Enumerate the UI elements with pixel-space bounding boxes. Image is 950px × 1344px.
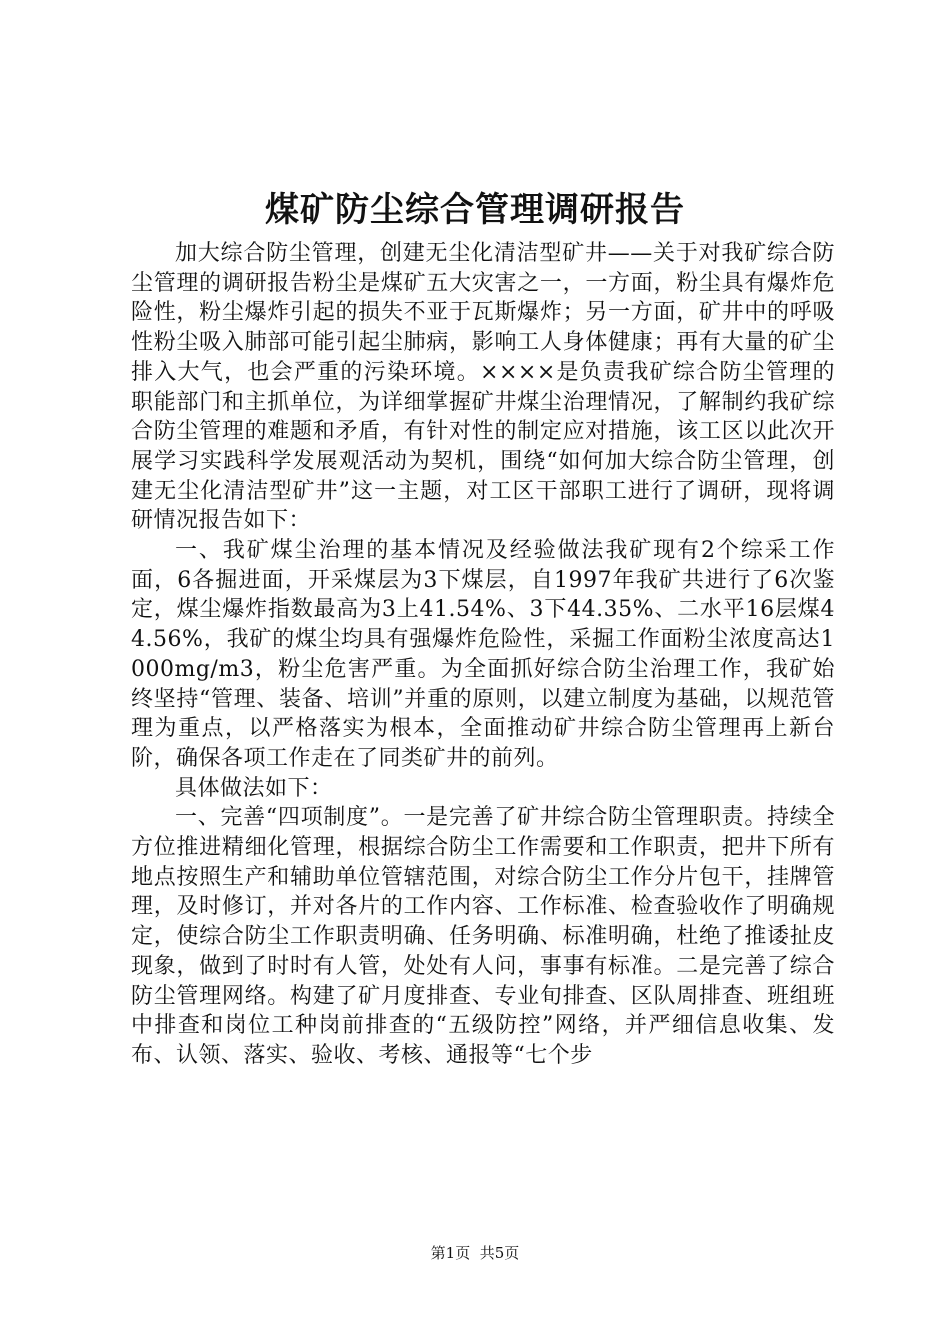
paragraph-basic-situation: 一、我矿煤尘治理的基本情况及经验做法我矿现有2个综采工作面，6各掘进面，开采煤层为3下煤层，自1997年我矿共进行了6次鉴定，煤尘爆炸指数最高为3上41.54%、3下44.35%、二水平16层煤44.56%，我矿的煤尘均具有强爆炸危险性，采掘工作面粉尘浓度高达1000mg/m3，粉尘危害严重。为全面抓好综合防尘治理工作，我矿始终坚持“管理、装备、培训”并重的原则，以建立制度为基础，以规范管理为重点，以严格落实为根本，全面推动矿井综合防尘管理再上新台阶，确保各项工作走在了同类矿井的前列。 xyxy=(131,538,835,771)
page-number: 第1页 xyxy=(430,1244,471,1262)
document-title: 煤矿防尘综合管理调研报告 xyxy=(265,190,685,230)
paragraph-four-systems: 一、完善“四项制度”。一是完善了矿井综合防尘管理职责。持续全方位推进精细化管理，根据综合防尘工作需要和工作职责，把井下所有地点按照生产和辅助单位管辖范围，对综合防尘工作分片包干，挂牌管理，及时修订，并对各片的工作内容、工作标准、检查验收作了明确规定，使综合防尘工作职责明确、任务明确、标准明确，杜绝了推诿扯皮现象，做到了时时有人管，处处有人问，事事有标准。二是完善了综合防尘管理网络。构建了矿月度排查、专业旬排查、区队周排查、班组班中排查和岗位工种岗前排查的“五级防控”网络，并严细信息收集、发布、认领、落实、验收、考核、通报等“七个步 xyxy=(131,805,835,1068)
page-footer xyxy=(0,1241,950,1265)
document-body xyxy=(131,239,835,1071)
paragraph-intro: 加大综合防尘管理，创建无尘化清洁型矿井——关于对我矿综合防尘管理的调研报告粉尘是煤矿五大灾害之一，一方面，粉尘具有爆炸危险性，粉尘爆炸引起的损失不亚于瓦斯爆炸；另一方面，矿井中的呼吸性粉尘吸入肺部可能引起尘肺病，影响工人身体健康；再有大量的矿尘排入大气，也会严重的污染环境。××××是负责我矿综合防尘管理的职能部门和主抓单位，为详细掌握矿井煤尘治理情况，了解制约我矿综合防尘管理的难题和矛盾，有针对性的制定应对措施，该工区以此次开展学习实践科学发展观活动为契机，围绕“如何加大综合防尘管理，创建无尘化清洁型矿井”这一主题，对工区干部职工进行了调研，现将调研情况报告如下： xyxy=(131,241,835,534)
paragraph-specific-methods: 具体做法如下： xyxy=(175,775,333,801)
page-total: 共5页 xyxy=(479,1244,520,1262)
